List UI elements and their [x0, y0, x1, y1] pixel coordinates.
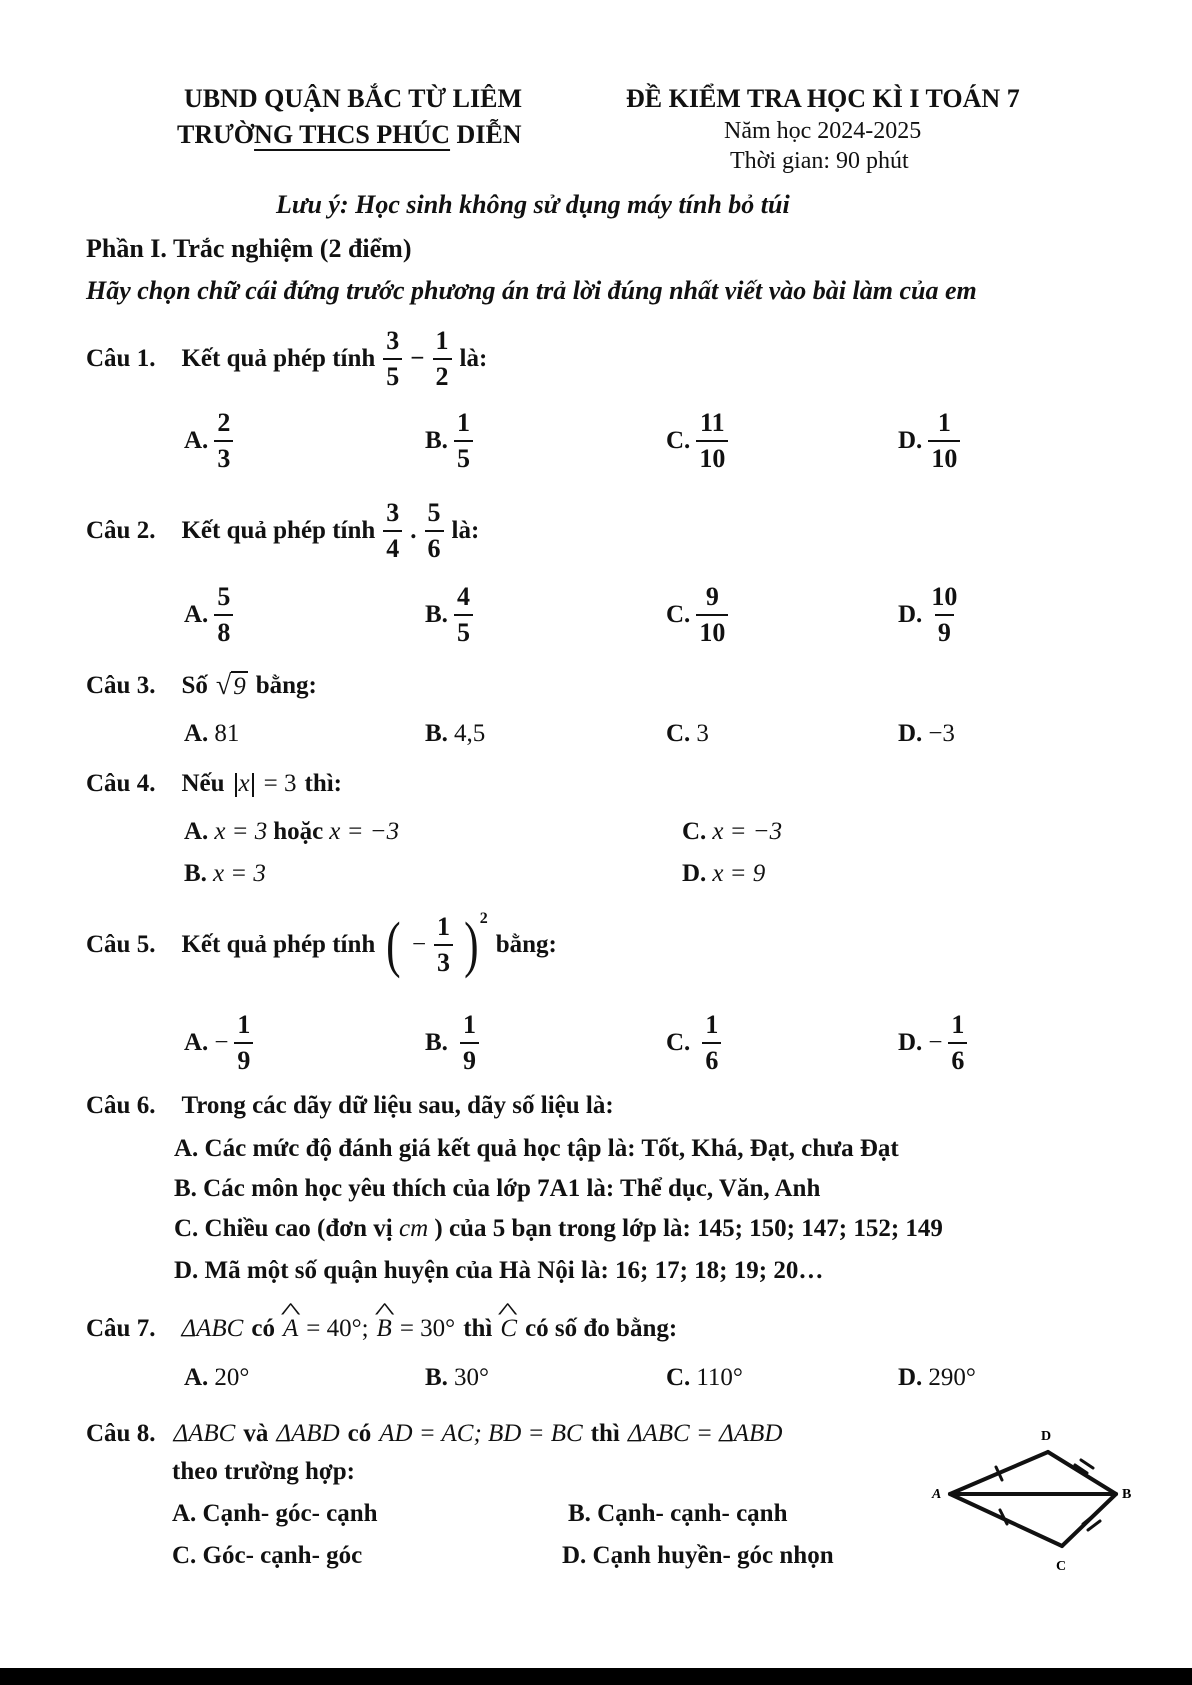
label-b: B: [1122, 1487, 1132, 1502]
operator: .: [410, 517, 417, 544]
left-paren: (: [386, 911, 401, 979]
question-suffix: thì:: [304, 770, 342, 797]
q8-option-a[interactable]: A. Cạnh- góc- cạnh: [172, 1500, 378, 1527]
square-root: √ 9: [215, 670, 246, 701]
q7-option-c[interactable]: C. 110°: [666, 1364, 743, 1391]
angle-b-value: = 30°: [399, 1315, 456, 1342]
q8-option-b[interactable]: B. Cạnh- cạnh- cạnh: [568, 1500, 788, 1527]
q7-option-d[interactable]: D. 290°: [898, 1364, 976, 1391]
question-7: [86, 1315, 677, 1343]
question-suffix: bằng:: [255, 672, 317, 699]
q8-option-c[interactable]: C. Góc- cạnh- góc: [172, 1542, 363, 1569]
question-stem: Kết quả phép tính: [181, 517, 376, 544]
school-district: UBND QUẬN BẮC TỪ LIÊM: [184, 84, 523, 113]
angle-a: ^ A: [283, 1315, 298, 1343]
question-4: [86, 770, 342, 798]
question-stem: Kết quả phép tính: [181, 345, 376, 372]
q5-option-a[interactable]: A. − $\frac{1}{9}$: [184, 1012, 253, 1074]
quadrilateral-figure: [920, 1410, 1140, 1590]
question-label: Câu 1.: [86, 345, 156, 372]
q8-option-d[interactable]: D. Cạnh huyền- góc nhọn: [562, 1542, 834, 1569]
word-thi: thì: [590, 1420, 620, 1447]
angle-c: ^ C: [500, 1315, 517, 1343]
question-label: Câu 8.: [86, 1420, 156, 1447]
absolute-value: x: [233, 770, 256, 798]
question-2: [86, 500, 479, 562]
q4-option-c[interactable]: C. x = −3: [682, 818, 783, 845]
q6-option-d[interactable]: D. Mã một số quận huyện của Hà Nội là: 16; 17; 18; 19; 20…: [174, 1257, 824, 1284]
sign: −: [411, 931, 427, 958]
exam-duration: Thời gian: 90 phút: [730, 148, 909, 174]
q1-option-d[interactable]: D. $\frac{1}{10}$: [898, 410, 960, 472]
q3-option-c[interactable]: C. 3: [666, 720, 709, 747]
question-suffix: bằng:: [495, 931, 557, 958]
q4-option-a[interactable]: A. x = 3 hoặc x = −3: [184, 818, 400, 845]
conclusion: ΔABC = ΔABD: [627, 1420, 783, 1447]
q3-option-b[interactable]: B. 4,5: [425, 720, 486, 747]
triangle-abc: ΔABC: [173, 1420, 236, 1447]
tick-cb-2: [1088, 1521, 1100, 1530]
right-paren: ): [464, 911, 479, 979]
fraction: $\frac{5}{6}$: [425, 500, 444, 562]
label-c: C: [1056, 1559, 1067, 1574]
word-va: và: [243, 1420, 269, 1447]
q1-option-a[interactable]: A. $\frac{2}{3}$: [184, 410, 233, 472]
equation-rest: = 3: [263, 770, 297, 797]
question-label: Câu 5.: [86, 931, 156, 958]
conditions: AD = AC; BD = BC: [379, 1420, 583, 1447]
question-suffix: là:: [451, 517, 480, 544]
operator: −: [410, 345, 425, 372]
q4-option-d[interactable]: D. x = 9: [682, 860, 766, 887]
word-co: có: [347, 1420, 372, 1447]
angle-b: ^ B: [377, 1315, 392, 1343]
question-label: Câu 7.: [86, 1315, 156, 1342]
question-label: Câu 2.: [86, 517, 156, 544]
bottom-edge: [0, 1668, 1192, 1685]
part1-instruction: Hãy chọn chữ cái đứng trước phương án trả lời đúng nhất viết vào bài làm của em: [86, 276, 977, 305]
triangle-abd: ΔABD: [276, 1420, 340, 1447]
word-thi: thì: [463, 1315, 493, 1342]
triangle-name: ΔABC: [181, 1315, 244, 1342]
q5-option-d[interactable]: D. − $\frac{1}{6}$: [898, 1012, 967, 1074]
q5-option-c[interactable]: C. $\frac{1}{6}$: [666, 1012, 721, 1074]
q1-option-c[interactable]: C. $\frac{11}{10}$: [666, 410, 728, 472]
q2-option-b[interactable]: B. $\frac{4}{5}$: [425, 584, 473, 646]
exam-title: ĐỀ KIỂM TRA HỌC KÌ I TOÁN 7: [626, 84, 1020, 113]
q1-option-b[interactable]: B. $\frac{1}{5}$: [425, 410, 473, 472]
q2-option-d[interactable]: D. $\frac{10}{9}$: [898, 582, 958, 647]
question-stem: Trong các dãy dữ liệu sau, dãy số liệu là:: [181, 1092, 614, 1119]
question-3: [86, 670, 317, 702]
note: Lưu ý: Học sinh không sử dụng máy tính bỏ túi: [276, 190, 790, 219]
q6-option-b[interactable]: B. Các môn học yêu thích của lớp 7A1 là: Thể dục, Văn, Anh: [174, 1175, 821, 1202]
exponent: 2: [479, 910, 488, 927]
q5-option-b[interactable]: B. $\frac{1}{9}$: [425, 1012, 479, 1074]
question-6: [86, 1092, 614, 1120]
label-d: D: [1041, 1429, 1052, 1444]
q3-option-d[interactable]: D. −3: [898, 720, 955, 747]
question-suffix: là:: [459, 345, 488, 372]
q2-option-c[interactable]: C. $\frac{9}{10}$: [666, 584, 728, 646]
question-5: [86, 910, 557, 979]
tick-db-2: [1081, 1460, 1093, 1468]
fraction: $\frac{1}{2}$: [433, 328, 452, 390]
word-co: có: [251, 1315, 275, 1342]
question-8: [86, 1420, 782, 1448]
angle-a-value: = 40°;: [306, 1315, 369, 1342]
question-stem: Số: [181, 672, 208, 699]
question-stem: Nếu: [181, 770, 225, 797]
fraction: $\frac{3}{5}$: [383, 328, 402, 390]
school-name: TRƯỜNG THCS PHÚC DIỄN: [177, 120, 522, 149]
school-year: Năm học 2024-2025: [724, 118, 922, 144]
q4-option-b[interactable]: B. x = 3: [184, 860, 266, 887]
q3-option-a[interactable]: A. 81: [184, 720, 240, 747]
segment-db: [1048, 1452, 1116, 1494]
part1-title: Phần I. Trắc nghiệm (2 điểm): [86, 234, 412, 263]
question-1: [86, 328, 487, 390]
q8-line2: theo trường hợp:: [172, 1458, 355, 1485]
fraction: $\frac{1}{3}$: [434, 914, 453, 976]
question-suffix: có số đo bằng:: [525, 1315, 678, 1342]
q7-option-b[interactable]: B. 30°: [425, 1364, 489, 1391]
q6-option-c[interactable]: C. Chiều cao (đơn vị cm ) của 5 bạn trong lớp là: 145; 150; 147; 152; 149: [174, 1215, 943, 1242]
question-label: Câu 3.: [86, 672, 156, 699]
q6-option-a[interactable]: A. Các mức độ đánh giá kết quả học tập là: Tốt, Khá, Đạt, chưa Đạt: [174, 1135, 899, 1162]
label-a: A: [932, 1487, 942, 1502]
q2-option-a[interactable]: A. $\frac{5}{8}$: [184, 584, 233, 646]
question-label: Câu 4.: [86, 770, 156, 797]
question-label: Câu 6.: [86, 1092, 156, 1119]
q7-option-a[interactable]: A. 20°: [184, 1364, 250, 1391]
fraction: $\frac{3}{4}$: [383, 500, 402, 562]
question-stem: Kết quả phép tính: [181, 931, 376, 958]
